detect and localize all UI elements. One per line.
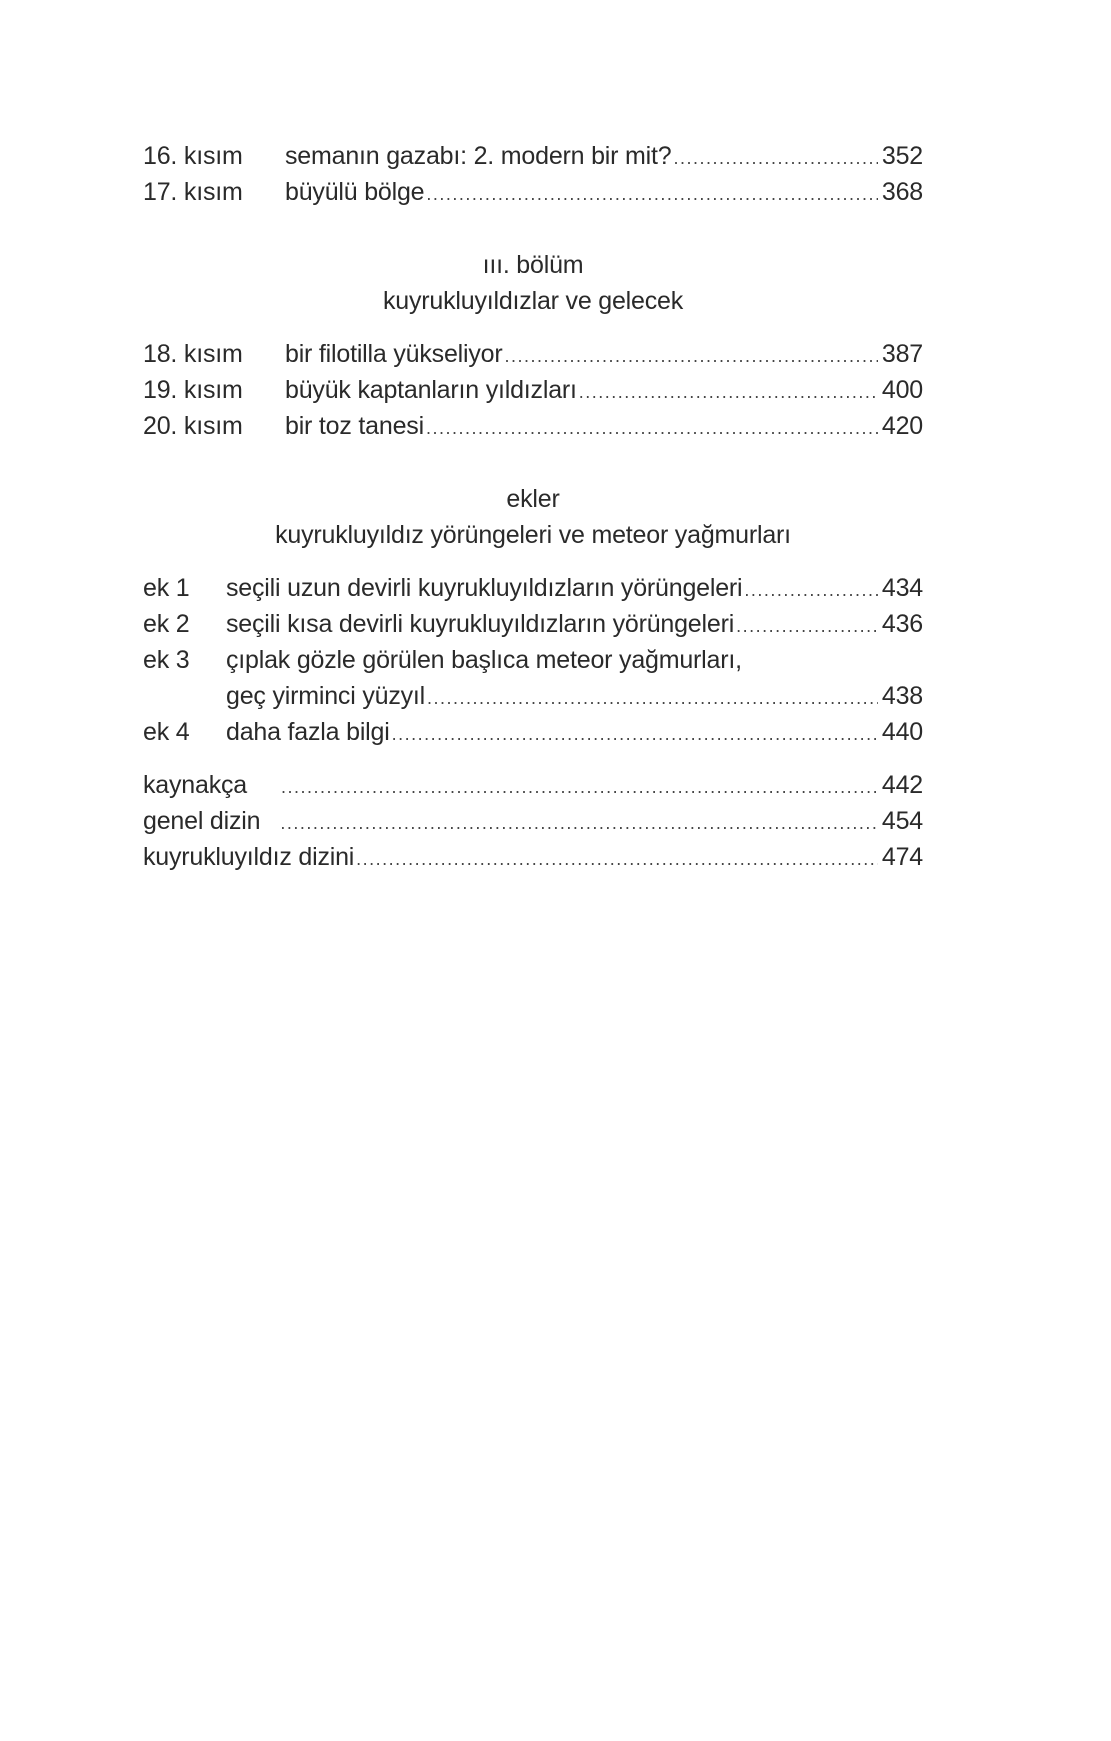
- dot-leader: [280, 813, 878, 834]
- page-number: 442: [881, 771, 923, 799]
- part-title: bir toz tanesi: [285, 412, 424, 440]
- appendix-title: daha fazla bilgi: [226, 718, 390, 746]
- backmatter-title: genel dizin: [143, 807, 261, 835]
- toc-entry-general-index[interactable]: [143, 807, 923, 843]
- toc-entry-bibliography[interactable]: [143, 771, 923, 807]
- toc-entry-appendix-1[interactable]: [143, 574, 923, 610]
- toc-entry-part-19[interactable]: [143, 376, 923, 412]
- toc-entry-part-16[interactable]: [143, 142, 923, 178]
- appendix-title-continued: geç yirminci yüzyıl: [226, 682, 426, 710]
- page-number: 352: [881, 142, 923, 170]
- page-number: 400: [881, 376, 923, 404]
- part-number: 19. kısım: [143, 376, 243, 404]
- toc-entry-appendix-2[interactable]: [143, 610, 923, 646]
- appendices-heading: ekler: [506, 485, 560, 513]
- part-title: semanın gazabı: 2. modern bir mit?: [285, 142, 672, 170]
- toc-entry-comet-index[interactable]: [143, 843, 923, 879]
- page-number: 420: [881, 412, 923, 440]
- page-number: 436: [881, 610, 923, 638]
- appendix-number: ek 1: [143, 574, 190, 602]
- toc-entry-appendix-3-continued[interactable]: [143, 682, 923, 718]
- part-number: 16. kısım: [143, 142, 243, 170]
- page-number: 434: [881, 574, 923, 602]
- page-number: 387: [881, 340, 923, 368]
- page-number: 438: [881, 682, 923, 710]
- dot-leader: [744, 580, 877, 601]
- appendices-subheading: kuyrukluyıldız yörüngeleri ve meteor yağmurları: [275, 521, 791, 549]
- dot-leader: [356, 849, 878, 870]
- dot-leader: [673, 148, 877, 169]
- backmatter-title: kaynakça: [143, 771, 248, 799]
- toc-entry-part-18[interactable]: [143, 340, 923, 376]
- part-number: 17. kısım: [143, 178, 243, 206]
- appendix-title: seçili uzun devirli kuyrukluyıldızların yörüngeleri: [226, 574, 743, 602]
- appendix-number: ek 4: [143, 718, 190, 746]
- toc-entry-appendix-3[interactable]: [143, 646, 923, 682]
- dot-leader: [505, 346, 878, 367]
- section-heading: ııı. bölüm: [482, 251, 584, 279]
- part-title: bir filotilla yükseliyor: [285, 340, 503, 368]
- backmatter-title: kuyrukluyıldız dizini: [143, 843, 355, 871]
- toc-entry-part-20[interactable]: [143, 412, 923, 448]
- dot-leader: [736, 616, 878, 637]
- appendix-number: ek 2: [143, 610, 190, 638]
- appendix-title: çıplak gözle görülen başlıca meteor yağmurları,: [226, 646, 742, 674]
- page-number: 474: [881, 843, 923, 871]
- dot-leader: [426, 418, 878, 439]
- appendix-title: seçili kısa devirli kuyrukluyıldızların yörüngeleri: [226, 610, 735, 638]
- page-number: 368: [881, 178, 923, 206]
- appendix-number: ek 3: [143, 646, 190, 674]
- part-number: 20. kısım: [143, 412, 243, 440]
- part-title: büyülü bölge: [285, 178, 425, 206]
- page-number: 454: [881, 807, 923, 835]
- dot-leader: [392, 724, 878, 745]
- page-number: 440: [881, 718, 923, 746]
- toc-entry-appendix-4[interactable]: [143, 718, 923, 754]
- section-subheading: kuyrukluyıldızlar ve gelecek: [382, 287, 684, 315]
- part-number: 18. kısım: [143, 340, 243, 368]
- dot-leader: [281, 777, 878, 798]
- part-title: büyük kaptanların yıldızları: [285, 376, 577, 404]
- dot-leader: [579, 382, 878, 403]
- dot-leader: [426, 184, 877, 205]
- toc-entry-part-17[interactable]: [143, 178, 923, 214]
- dot-leader: [427, 688, 878, 709]
